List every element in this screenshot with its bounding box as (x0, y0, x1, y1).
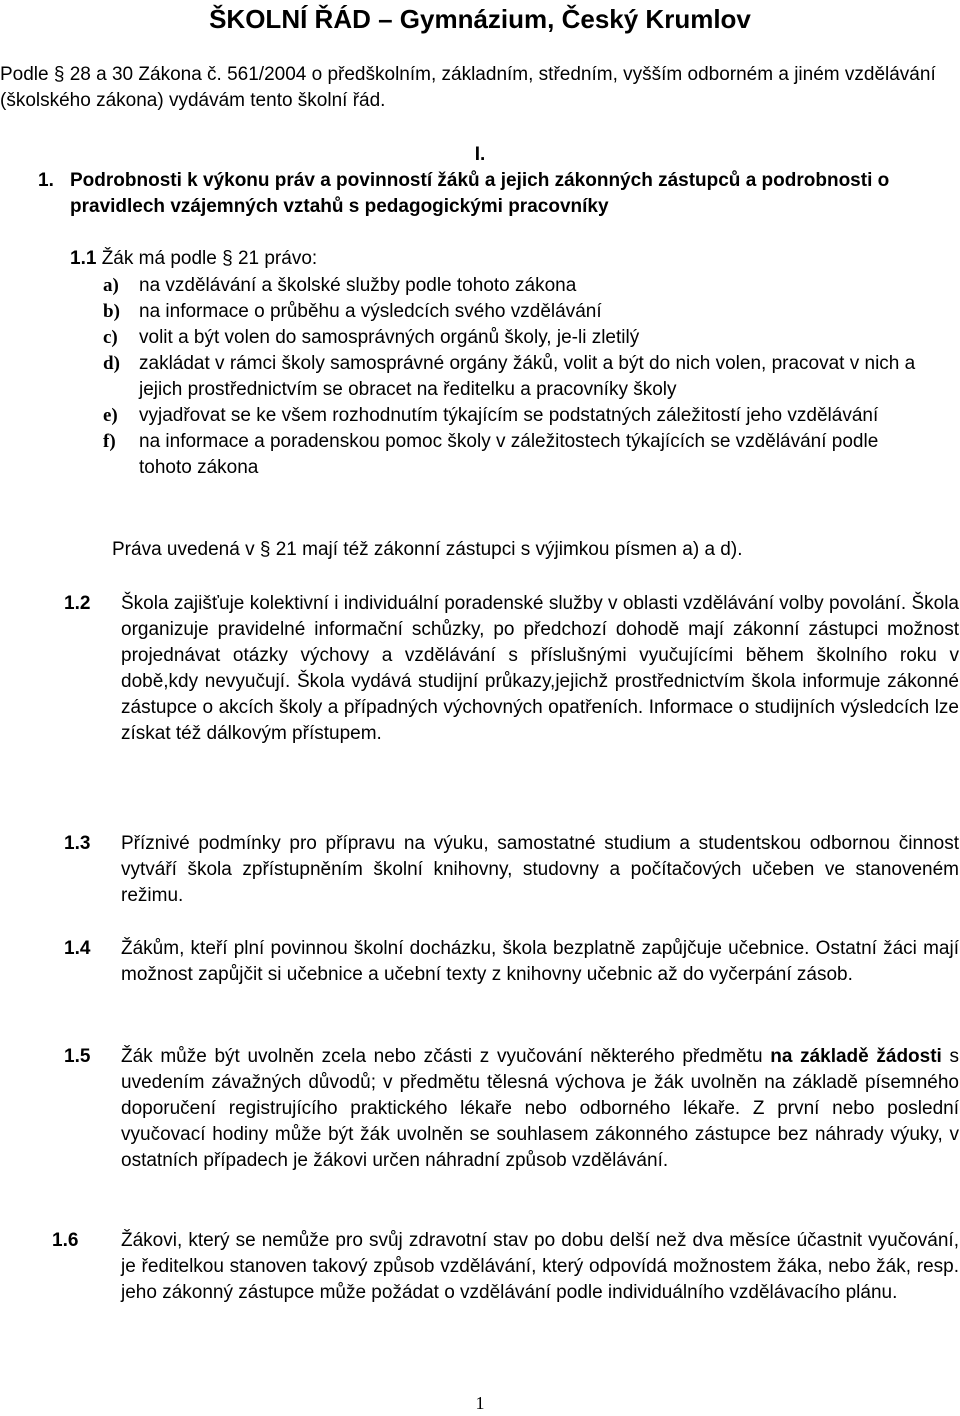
section-number: 1. (38, 170, 54, 191)
intro-paragraph: Podle § 28 a 30 Zákona č. 561/2004 o předškolním, základním, středním, vyšším odborném a jiném vzdělávání (školského zákona) vydávám tento školní řád. (0, 64, 936, 111)
list-item-text: zakládat v rámci školy samosprávné orgány žáků, volit a být do nich volen, pracovat v nich a jejich prostřednictvím se obracet na ředitelku a pracovníky školy (139, 353, 916, 400)
list-item-text: na informace a poradenskou pomoc školy v záležitostech týkajících se vzdělávání podle tohoto zákona (139, 431, 879, 478)
list-item-text: na informace o průběhu a výsledcích svého vzdělávání (139, 301, 602, 322)
paragraph-lead-text: Žák má podle § 21 právo: (101, 248, 318, 269)
paragraph-text-part: s uvedením závažných důvodů; v předmětu tělesná výchova je žák uvolněn na základě písemného doporučení registrujícího praktického lékaře nebo odborného lékaře. Z první nebo poslední vyučovací hodiny může být žák uvolněn se souhlasem zákonného zástupce bez náhrady výuky, v ostatních případech je žákovi určen náhradní způsob vzdělávání. (121, 1046, 959, 1171)
paragraph-number: 1.2 (64, 593, 91, 614)
list-item (103, 273, 933, 299)
rights-list (103, 273, 933, 481)
paragraph-number: 1.4 (64, 938, 91, 959)
list-marker: e) (103, 405, 118, 426)
paragraph-text: Škola zajišťuje kolektivní i individuální poradenské služby v oblasti vzdělávání volby povolání. Škola organizuje pravidelné informační schůzky, po předchozí dohodě mají zákonní zástupci možnost projednávat otázky výchovy a vzdělávání s příslušnými vyučujícími během školního roku v době,kdy nevyučují. Škola vydává studijní průkazy,jejichž prostřednictvím škola informuje zákonné zástupce o akcích školy a případných výchovných opatřeních. Informace o studijních výsledcích lze získat též dálkovým přístupem. (121, 593, 959, 744)
paragraph-text: Příznivé podmínky pro přípravu na výuku, samostatné studium a studentskou odbornou činnost vytváří škola zpřístupněním školní knihovny, studovny a počítačových učeben ve stanoveném režimu. (121, 833, 959, 906)
list-marker: d) (103, 353, 120, 374)
paragraph-text (121, 1044, 959, 1174)
list-item (103, 429, 933, 481)
section-heading (38, 168, 938, 220)
paragraph-text-part: Žák může být uvolněn zcela nebo zčásti z vyučování některého předmětu (121, 1046, 771, 1067)
list-item (103, 299, 933, 325)
section-heading-text: Podrobnosti k výkonu práv a povinností žáků a jejich zákonných zástupců a podrobnosti o pravidlech vzájemných vztahů s pedagogickými pracovníky (70, 170, 890, 217)
paragraph-1-1-lead (70, 246, 930, 272)
list-marker: b) (103, 301, 120, 322)
list-item-text: volit a být volen do samosprávných orgánů školy, je-li zletilý (139, 327, 640, 348)
list-item-text: na vzdělávání a školské služby podle tohoto zákona (139, 275, 577, 296)
list-item (103, 351, 933, 403)
list-item-text: vyjadřovat se ke všem rozhodnutím týkajícím se podstatných záležitostí jeho vzdělávání (139, 405, 879, 426)
chapter-number: I. (474, 144, 486, 165)
list-marker: c) (103, 327, 118, 348)
paragraph-text: Žákovi, který se nemůže pro svůj zdravotní stav po dobu delší než dva měsíce účastnit vyučování, je ředitelkou stanoven takový způsob vzdělávání, který odpovídá možnostem žáka, nebo žák, resp. jeho zákonný zástupce může požádat o vzdělávání podle individuálního vzdělávacího plánu. (121, 1230, 959, 1303)
list-item (103, 325, 933, 351)
list-item (103, 403, 933, 429)
list-marker: a) (103, 275, 119, 296)
list-marker: f) (103, 431, 116, 452)
paragraph-text: Žákům, kteří plní povinnou školní docházku, škola bezplatně zapůjčuje učebnice. Ostatní žáci mají možnost zapůjčit si učebnice a učební texty z knihovny učebnic až do vyčerpání zásob. (121, 938, 959, 985)
paragraph-number: 1.6 (52, 1230, 79, 1251)
rights-note: Práva uvedená v § 21 mají též zákonní zástupci s výjimkou písmen a) a d). (112, 539, 743, 560)
paragraph-number: 1.5 (64, 1046, 91, 1067)
emphasized-text: na základě žádosti (770, 1046, 942, 1067)
paragraph-number: 1.1 (70, 248, 97, 269)
page-number: 1 (475, 1393, 485, 1413)
paragraph-number: 1.3 (64, 833, 91, 854)
document-title: ŠKOLNÍ ŘÁD – Gymnázium, Český Krumlov (209, 4, 751, 34)
